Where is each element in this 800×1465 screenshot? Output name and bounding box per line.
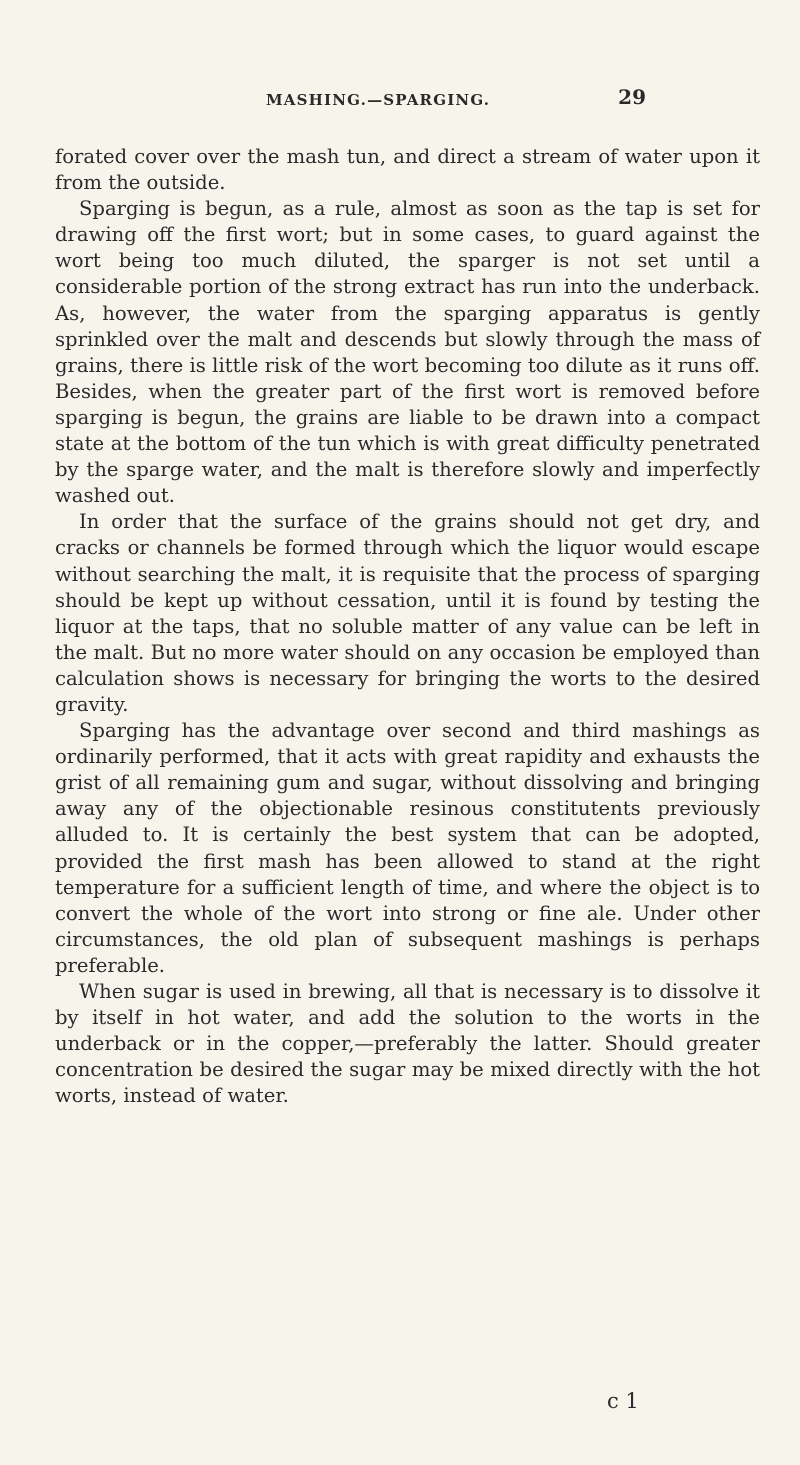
paragraph-sugar: When sugar is used in brewing, all that is necessary is to dissolve it by itself in hot water, and add the solution to the worts in the underback or in the copper,—preferably the latter. Should greater concentration be desired the sugar may be mixed directly with the hot worts, instead of water.: [55, 980, 760, 1108]
paragraph-sparging-begun: Sparging is begun, as a rule, almost as soon as the tap is set for drawing off the first wort; but in some cases, to guard against the wort being too much diluted, the sparger is not set until a considerable portion of the strong extract has run into the underback. As, however, the water from the sparging apparatus is gently sprinkled over the malt and descends but slowly through the mass of grains, there is little risk of the wort becoming too dilute as it runs off. Besides, when the greater part of the first wort is removed before sparging is begun, the grains are liable to be drawn into a compact state at the bottom of the tun which is with great difficulty penetrated by the sparge water, and the malt is therefore slowly and imperfectly washed out.: [55, 197, 760, 508]
page-header: [266, 85, 646, 119]
paragraph-surface-grains: In order that the surface of the grains should not get dry, and cracks or channels be formed through which the liquor would escape without searching the malt, it is requisite that the process of sparging should be kept up without cessation, until it is found by testing the liquor at the taps, that no soluble matter of any value can be left in the malt. But no more water should on any occasion be employed than calculation shows is necessary for bringing the worts to the desired gravity.: [55, 510, 760, 716]
paragraph-sparging-advantage: Sparging has the advantage over second and third mashings as ordinarily performed, that it acts with great rapidity and exhausts the grist of all remaining gum and sugar, without dissolving and bringing away any of the objectionable resinous constitutents previously alluded to. It is certainly the best system that can be adopted, provided the first mash has been allowed to stand at the right temperature for a sufficient length of time, and where the object is to convert the whole of the wort into strong or fine ale. Under other circumstances, the old plan of subsequent mashings is perhaps preferable.: [55, 719, 760, 977]
body-text: [55, 144, 760, 1109]
page-number: 29: [618, 85, 646, 109]
paragraph-continued: forated cover over the mash tun, and direct a stream of water upon it from the outside.: [55, 145, 760, 195]
signature-mark: c 1: [607, 1389, 639, 1413]
running-head: MASHING.—SPARGING.: [266, 91, 491, 109]
